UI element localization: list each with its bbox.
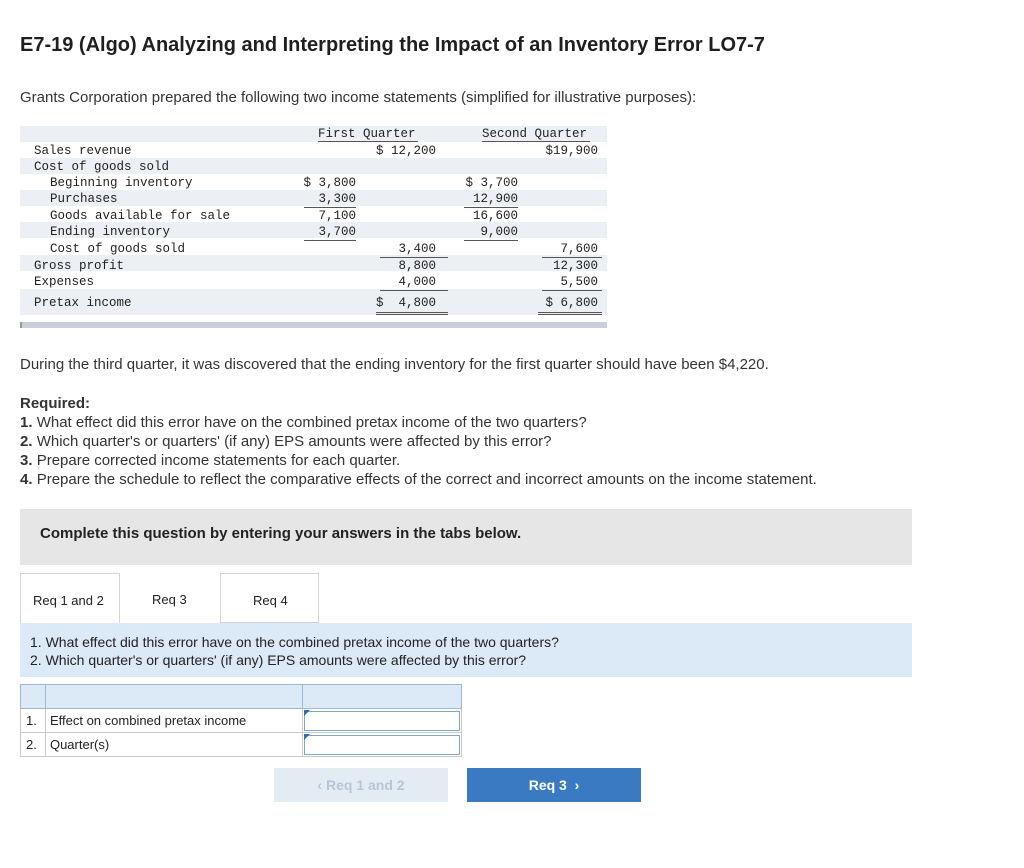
row-label: Ending inventory <box>50 225 171 239</box>
question-line: 1. What effect did this error have on the combined pretax income of the two quarters? <box>30 634 559 650</box>
total-double-underline <box>538 312 602 313</box>
q2-value: 5,500 <box>560 275 598 289</box>
row-label: Purchases <box>50 192 118 206</box>
row-label: Goods available for sale <box>50 209 231 223</box>
required-section <box>20 394 817 489</box>
header-cell <box>303 685 462 709</box>
required-item-text: Prepare the schedule to reflect the comparative effects of the correct and incorrect amounts on the income statement. <box>36 471 817 488</box>
required-item-number: 1. <box>20 414 33 431</box>
header-cell <box>21 685 46 709</box>
tab-req-1-and-2[interactable]: Req 1 and 2 <box>20 573 120 625</box>
row-label: Expenses <box>34 275 95 289</box>
required-item <box>20 432 817 451</box>
required-item-text: Prepare corrected income statements for each quarter. <box>36 452 401 469</box>
required-item-number: 2. <box>20 433 33 450</box>
row-label: Effect on combined pretax income <box>45 709 302 733</box>
row-label: Pretax income <box>34 296 132 310</box>
chevron-left-icon: ‹ <box>317 777 323 793</box>
header-second-quarter: Second Quarter <box>482 127 588 141</box>
instruction-banner <box>20 509 912 565</box>
income-statement-table <box>20 126 607 332</box>
header-underline <box>482 141 590 142</box>
table-row <box>21 733 462 757</box>
discovery-text: During the third quarter, it was discovered that the ending inventory for the first quarter should have been $4,220. <box>20 356 769 373</box>
q1-value: $ 12,200 <box>375 144 436 158</box>
row-number: 2. <box>21 733 46 757</box>
q2-value: $19,900 <box>545 144 598 158</box>
question-line: 2. Which quarter's or quarters' (if any) EPS amounts were affected by this error? <box>30 652 527 668</box>
table-scrollbar[interactable] <box>20 322 607 328</box>
header-underline <box>318 141 418 142</box>
q1-value: $ 3,800 <box>303 176 356 190</box>
tab-req-4[interactable]: Req 4 <box>220 573 319 623</box>
row-label: Cost of goods sold <box>50 242 186 256</box>
subtotal-underline <box>304 240 356 241</box>
answer-table <box>20 684 462 757</box>
required-item <box>20 470 817 489</box>
header-cell <box>45 685 302 709</box>
required-heading: Required: <box>20 395 91 412</box>
dropdown-indicator-icon <box>304 734 310 740</box>
table-row <box>21 709 462 733</box>
q1-value: 4,000 <box>398 275 436 289</box>
subtotal-underline <box>380 290 448 291</box>
row-number: 1. <box>21 709 46 733</box>
subtotal-underline <box>464 240 518 241</box>
q2-value: $ 3,700 <box>465 176 518 190</box>
required-item <box>20 451 817 470</box>
q2-value: 9,000 <box>480 225 518 239</box>
chevron-right-icon: › <box>570 777 580 793</box>
next-button[interactable] <box>467 768 641 802</box>
prev-button[interactable] <box>274 768 448 802</box>
q2-value: 12,900 <box>472 192 518 206</box>
q1-value: 3,700 <box>318 225 356 239</box>
intro-text: Grants Corporation prepared the following two income statements (simplified for illustrative purposes): <box>20 89 697 106</box>
q2-value: $ 6,800 <box>545 296 598 310</box>
q1-value: 3,300 <box>318 192 356 206</box>
q2-value: 7,600 <box>560 242 598 256</box>
required-item <box>20 413 817 432</box>
answer-cell <box>303 733 462 757</box>
instruction-text: Complete this question by entering your answers in the tabs below. <box>40 525 522 542</box>
q1-value: 7,100 <box>318 209 356 223</box>
effect-combined-pretax-input[interactable] <box>304 711 460 731</box>
question-panel <box>20 623 912 677</box>
answer-table-header <box>21 685 462 709</box>
dropdown-indicator-icon <box>304 710 310 716</box>
q2-value: 12,300 <box>552 259 598 273</box>
q2-value: 16,600 <box>472 209 518 223</box>
total-double-underline <box>538 314 602 315</box>
quarters-input[interactable] <box>304 735 460 755</box>
total-double-underline <box>376 312 448 313</box>
tab-req-3[interactable]: Req 3 <box>120 573 220 623</box>
row-label: Gross profit <box>34 259 125 273</box>
required-item-number: 3. <box>20 452 33 469</box>
header-first-quarter: First Quarter <box>318 127 416 141</box>
answer-cell <box>303 709 462 733</box>
required-item-text: What effect did this error have on the combined pretax income of the two quarters? <box>36 414 587 431</box>
subtotal-underline <box>542 290 602 291</box>
row-label: Cost of goods sold <box>34 160 170 174</box>
total-double-underline <box>376 314 448 315</box>
next-button-label: Req 3 <box>528 777 567 793</box>
q1-value: 8,800 <box>398 259 436 273</box>
q1-value: 3,400 <box>398 242 436 256</box>
row-label: Beginning inventory <box>50 176 193 190</box>
row-label: Sales revenue <box>34 144 132 158</box>
required-item-number: 4. <box>20 471 33 488</box>
page-title: E7-19 (Algo) Analyzing and Interpreting the Impact of an Inventory Error LO7-7 <box>20 34 765 56</box>
prev-button-label: Req 1 and 2 <box>325 777 405 793</box>
required-item-text: Which quarter's or quarters' (if any) EPS amounts were affected by this error? <box>36 433 552 450</box>
q1-value: $ 4,800 <box>375 296 436 310</box>
row-label: Quarter(s) <box>45 733 302 757</box>
